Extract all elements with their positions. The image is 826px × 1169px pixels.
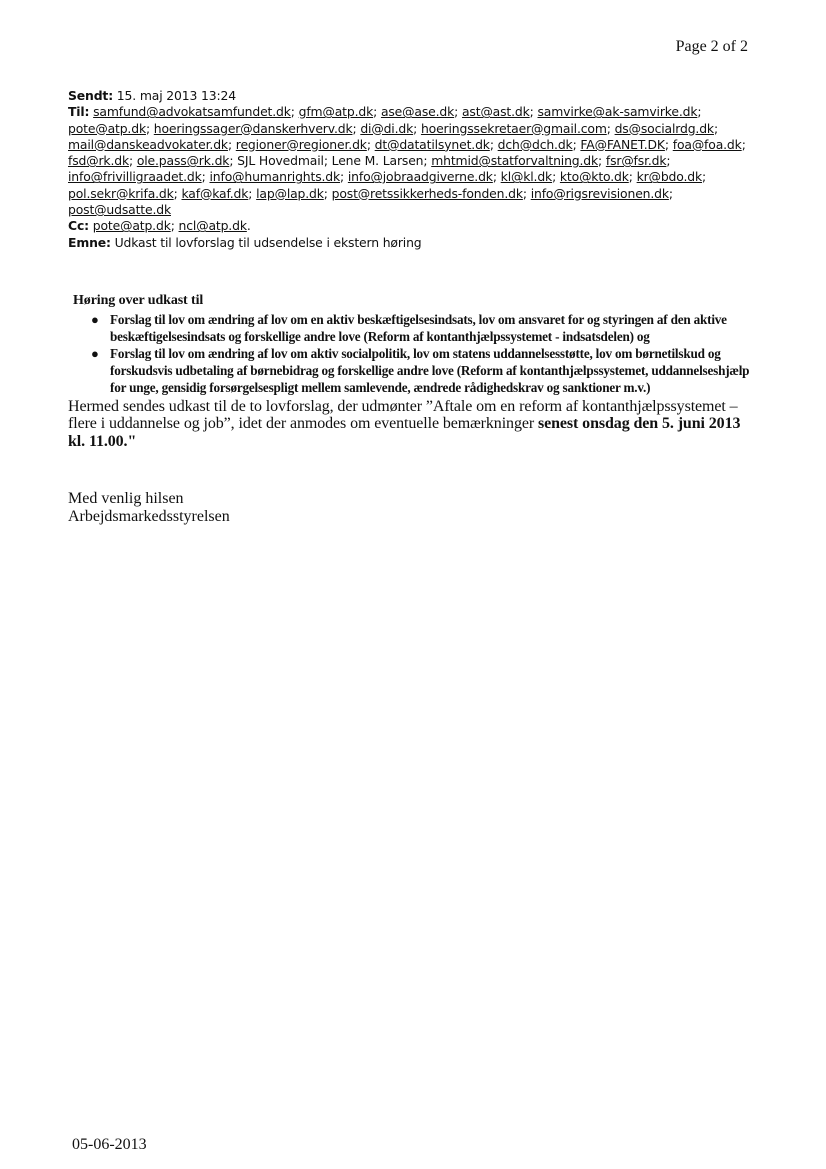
to-recipient-name: Lene M. Larsen [331, 153, 424, 169]
to-email-link[interactable]: dch@dch.dk [497, 136, 573, 152]
to-email-link[interactable]: post@retssikkerheds-fonden.dk [331, 185, 523, 201]
proposal-list [68, 311, 758, 396]
cc-email-link[interactable]: pote@atp.dk [92, 218, 171, 234]
to-email-link[interactable]: info@jobraadgiverne.dk [347, 169, 493, 185]
to-email-link[interactable]: ds@socialrdg.dk [614, 120, 714, 136]
bullet-icon: ● [91, 345, 99, 361]
to-email-link[interactable]: fsd@rk.dk [68, 153, 129, 169]
cc-line: Cc: pote@atp.dk; ncl@atp.dk. [68, 218, 251, 234]
to-recipients: samfund@advokatsamfundet.dk; gfm@atp.dk; ase@ase.dk; ast@ast.dk; samvirke@ak-samvirke.dk; pote@atp.dk; hoeringssager@danskerhverv.dk; di@di.dk; hoeringssekretaer@gmail.com; ds@socialrdg.dk; mail@danskeadvokater.dk; regioner@regioner.dk; dt@datatilsynet.dk; dch@dch.dk; FA@FANET.DK; foa@foa.dk; fsd@rk.dk; ole.pass@rk.dk; SJL Hovedmail; Lene M. Larsen; mhtmid@statforvaltning.dk; fsr@fsr.dk; info@frivilligraadet.dk; info@humanrights.dk; info@jobraadgiverne.dk; kl@kl.dk; kto@kto.dk; kr@bdo.dk; pol.sekr@krifa.dk; kaf@kaf.dk; lap@lap.dk; post@retssikkerheds-fonden.dk; info@rigsrevisionen.dk; post@udsatte.dk [68, 104, 746, 218]
cc-email-link[interactable]: ncl@atp.dk [178, 218, 247, 234]
subject-value: Udkast til lovforslag til udsendelse i ekstern høring [114, 234, 422, 250]
to-email-link[interactable]: kl@kl.dk [500, 169, 553, 185]
to-email-link[interactable]: gfm@atp.dk [298, 104, 374, 120]
to-email-link[interactable]: ole.pass@rk.dk [136, 153, 230, 169]
sent-line [68, 88, 748, 104]
to-email-link[interactable]: mhtmid@statforvaltning.dk [431, 153, 599, 169]
to-email-link[interactable]: hoeringssager@danskerhverv.dk [153, 120, 353, 136]
to-email-link[interactable]: dt@datatilsynet.dk [374, 136, 490, 152]
email-body [68, 292, 758, 526]
to-email-link[interactable]: info@humanrights.dk [209, 169, 341, 185]
intro-text: Hermed sendes udkast til de to lovforslag, der udmønter ”Aftale om en reform af kontanthjælpssystemet – flere i uddannelse og job”, idet der anmodes om eventuelle bemærkninger [68, 397, 738, 432]
subject-label: Emne: [68, 234, 111, 250]
bullet-icon: ● [91, 311, 99, 327]
hearing-title: Høring over udkast til [73, 293, 204, 308]
to-email-link[interactable]: regioner@regioner.dk [235, 136, 367, 152]
sent-label: Sendt: [68, 88, 113, 103]
to-email-link[interactable]: info@rigsrevisionen.dk [530, 185, 669, 201]
to-label: Til: [68, 104, 90, 120]
to-email-link[interactable]: post@udsatte.dk [68, 202, 171, 218]
to-email-link[interactable]: fsr@fsr.dk [605, 153, 667, 169]
sent-value: 15. maj 2013 13:24 [116, 88, 236, 103]
to-line [68, 104, 748, 218]
to-email-link[interactable]: info@frivilligraadet.dk [68, 169, 202, 185]
to-email-link[interactable]: pol.sekr@krifa.dk [68, 185, 174, 201]
to-email-link[interactable]: kr@bdo.dk [636, 169, 703, 185]
to-email-link[interactable]: FA@FANET.DK [580, 136, 665, 152]
to-email-link[interactable]: di@di.dk [360, 120, 414, 136]
proposal-item [91, 345, 758, 396]
subject-line [68, 235, 748, 251]
closing [68, 490, 758, 526]
to-email-link[interactable]: lap@lap.dk [256, 185, 324, 201]
to-email-link[interactable]: samvirke@ak-samvirke.dk [537, 104, 698, 120]
proposal-item [91, 311, 758, 345]
page-number: Page 2 of 2 [675, 38, 748, 55]
proposal-text: Forslag til lov om ændring af lov om aktiv socialpolitik, lov om statens uddannelsesstøtte, lov om børnetilskud og forskudsvis udbetaling af børnebidrag og forskellige andre love (Reform af kontanthjælpssystemet, uddannelseshjælp for unge, gensidig forsørgelsespligt mellem samlevende, ændrede rådighedskrav og sanktioner m.v.) [110, 345, 750, 395]
proposal-text: Forslag til lov om ændring af lov om en aktiv beskæftigelsesindsats, lov om ansvaret for og styringen af den aktive beskæftigelsesindsats og forskellige andre love (Reform af kontanthjælpssystemet - indsatsdelen) og [110, 311, 727, 344]
to-email-link[interactable]: kto@kto.dk [559, 169, 629, 185]
intro-paragraph [68, 398, 758, 451]
footer-date: 05-06-2013 [72, 1136, 147, 1153]
to-email-link[interactable]: foa@foa.dk [672, 136, 742, 152]
to-email-link[interactable]: hoeringssekretaer@gmail.com [420, 120, 607, 136]
to-email-link[interactable]: ase@ase.dk [380, 104, 455, 120]
to-email-link[interactable]: mail@danskeadvokater.dk [68, 136, 228, 152]
cc-label: Cc: [68, 218, 89, 234]
cc-recipients: pote@atp.dk; ncl@atp.dk [92, 218, 247, 234]
greeting: Med venlig hilsen [68, 490, 184, 507]
deadline-text: senest onsdag den 5. juni 2013 kl. 11.00." [68, 415, 741, 450]
to-email-link[interactable]: samfund@advokatsamfundet.dk [93, 104, 291, 120]
sender-name: Arbejdsmarkedsstyrelsen [68, 508, 230, 525]
to-recipient-name: SJL Hovedmail [237, 153, 324, 169]
to-email-link[interactable]: pote@atp.dk [68, 120, 146, 136]
to-email-link[interactable]: kaf@kaf.dk [181, 185, 249, 201]
to-email-link[interactable]: ast@ast.dk [461, 104, 530, 120]
email-header [68, 88, 748, 251]
